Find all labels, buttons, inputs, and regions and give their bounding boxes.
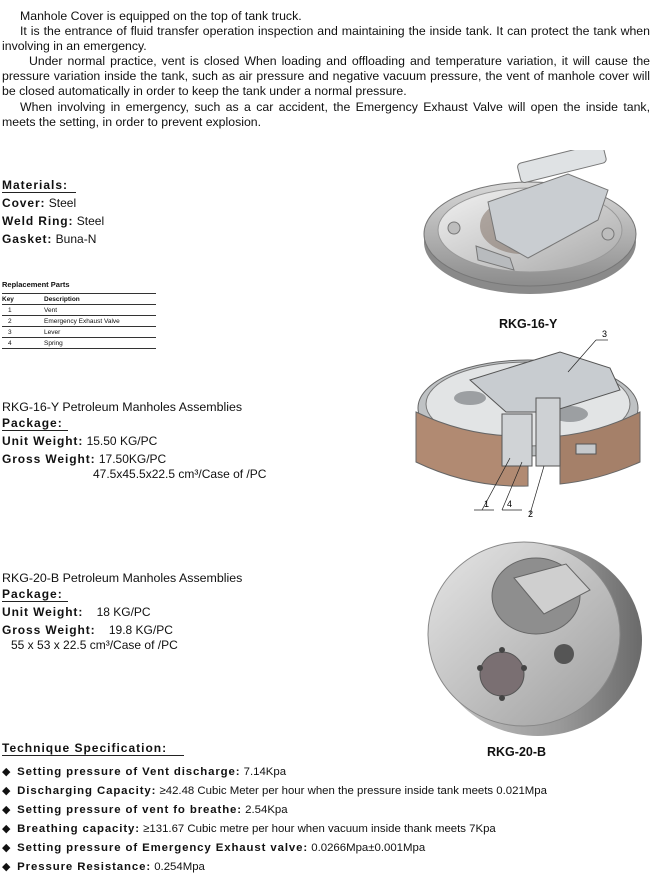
spec-label: Setting pressure of Emergency Exhaust valve: [17,842,309,854]
materials-weld-ring-value: Steel [76,214,105,228]
replacement-parts [2,280,156,349]
table-row [2,316,156,327]
diamond-bullet-icon: ◆ [2,823,11,835]
gross-weight-label: Gross Weight: [2,623,96,637]
spec-value: 2.54Kpa [245,804,288,816]
spec-item [2,765,286,778]
rkg-16-y-caption: RKG-16-Y [499,317,558,331]
rkg-20-b-caption: RKG-20-B [487,745,547,759]
rkg-16-y-info [2,400,332,480]
replacement-key: 2 [2,316,38,327]
spec-label: Pressure Resistance: [17,861,152,873]
spec-value: ≥131.67 Cubic metre per hour when vacuum inside thank meets 7Kpa [143,823,496,835]
table-row [2,338,156,349]
replacement-desc: Vent [38,305,156,316]
rkg-20-b-photo [418,538,644,738]
spec-item [2,803,288,816]
replacement-key: 1 [2,305,38,316]
rkg-20-b-gross-weight [2,621,332,639]
unit-weight-value: 15.50 KG/PC [86,434,158,448]
intro-line-4: When involving in emergency, such as a car accident, the Emergency Exhaust Valve will open the inside tank, meets the setting, in order to prevent explosion. [2,99,650,129]
replacement-col-desc: Description [38,294,156,305]
gross-weight-value: 17.50KG/PC [98,452,167,466]
spec-item [2,784,547,797]
callout-3: 3 [602,329,608,339]
replacement-header-row [2,294,156,305]
spec-label: Setting pressure of Vent discharge: [17,766,241,778]
spec-value: 0.0266Mpa±0.001Mpa [311,842,426,854]
spec-label: Setting pressure of vent fo breathe: [17,804,242,816]
replacement-col-key: Key [2,294,38,305]
spec-item [2,822,496,835]
replacement-key: 3 [2,327,38,338]
intro-line-3: Under normal practice, vent is closed When loading and offloading and temperature variation, it will cause the pressure variation inside the tank, such as air pressure and negative vacuum pressure, the vent of manhole cover will be closed automatically in order to keep the tank under a normal pressure. [2,54,650,99]
rkg-20-b-heading: RKG-20-B Petroleum Manholes Assemblies [2,571,243,585]
materials-cover [2,194,104,212]
rkg-16-y-photo [418,150,650,300]
gross-weight-value: 19.8 KG/PC [108,623,173,637]
replacement-table [2,293,156,349]
diamond-bullet-icon: ◆ [2,766,11,778]
diamond-bullet-icon: ◆ [2,785,11,797]
rkg-16-y-heading: RKG-16-Y Petroleum Manholes Assemblies [2,400,243,414]
rkg-16-y-package-label: Package: [2,416,68,431]
rkg-16-y-cutaway-diagram [410,320,646,518]
materials-cover-value: Steel [48,196,77,210]
materials-weld-ring [2,212,104,230]
table-row [2,327,156,338]
intro-line-2: It is the entrance of fluid transfer operation inspection and maintaining the inside tank. It can protect the tank when involving in an emergency. [2,24,650,54]
replacement-title: Replacement Parts [2,280,70,289]
callout-2: 2 [528,509,534,518]
unit-weight-label: Unit Weight: [2,605,84,619]
replacement-key: 4 [2,338,38,349]
technique-title: Technique Specification: [2,741,184,756]
spec-label: Breathing capacity: [17,823,140,835]
diamond-bullet-icon: ◆ [2,842,11,854]
rkg-20-b-package-label: Package: [2,587,68,602]
spec-value: 0.254Mpa [154,861,205,873]
replacement-desc: Spring [38,338,156,349]
spec-item [2,841,425,854]
diamond-bullet-icon: ◆ [2,861,11,873]
unit-weight-value: 18 KG/PC [96,605,151,619]
materials-cover-label: Cover: [2,196,46,210]
spec-label: Discharging Capacity: [17,785,157,797]
spec-item [2,860,205,873]
materials-section [2,176,104,248]
rkg-20-b-info [2,571,332,651]
intro-line-1: Manhole Cover is equipped on the top of tank truck. [20,9,302,23]
callout-1: 1 [484,499,490,509]
materials-gasket-label: Gasket: [2,232,53,246]
callout-4: 4 [507,499,513,509]
replacement-desc: Emergency Exhaust Valve [38,316,156,327]
spec-value: 7.14Kpa [243,766,287,778]
replacement-desc: Lever [38,327,156,338]
gross-weight-label: Gross Weight: [2,452,96,466]
table-row [2,305,156,316]
rkg-16-y-gross-weight [2,450,332,468]
rkg-20-b-case: 55 x 53 x 22.5 cm³/Case of /PC [11,638,178,652]
materials-weld-ring-label: Weld Ring: [2,214,74,228]
materials-gasket-value: Buna-N [55,232,97,246]
unit-weight-label: Unit Weight: [2,434,84,448]
diamond-bullet-icon: ◆ [2,804,11,816]
rkg-16-y-case: 47.5x45.5x22.5 cm³/Case of /PC [93,467,267,481]
materials-gasket [2,230,104,248]
spec-value: ≥42.48 Cubic Meter per hour when the pressure inside tank meets 0.021Mpa [159,785,547,797]
rkg-16-y-unit-weight [2,432,332,450]
rkg-20-b-unit-weight [2,603,332,621]
materials-title: Materials: [2,178,76,193]
intro-text [2,9,650,130]
